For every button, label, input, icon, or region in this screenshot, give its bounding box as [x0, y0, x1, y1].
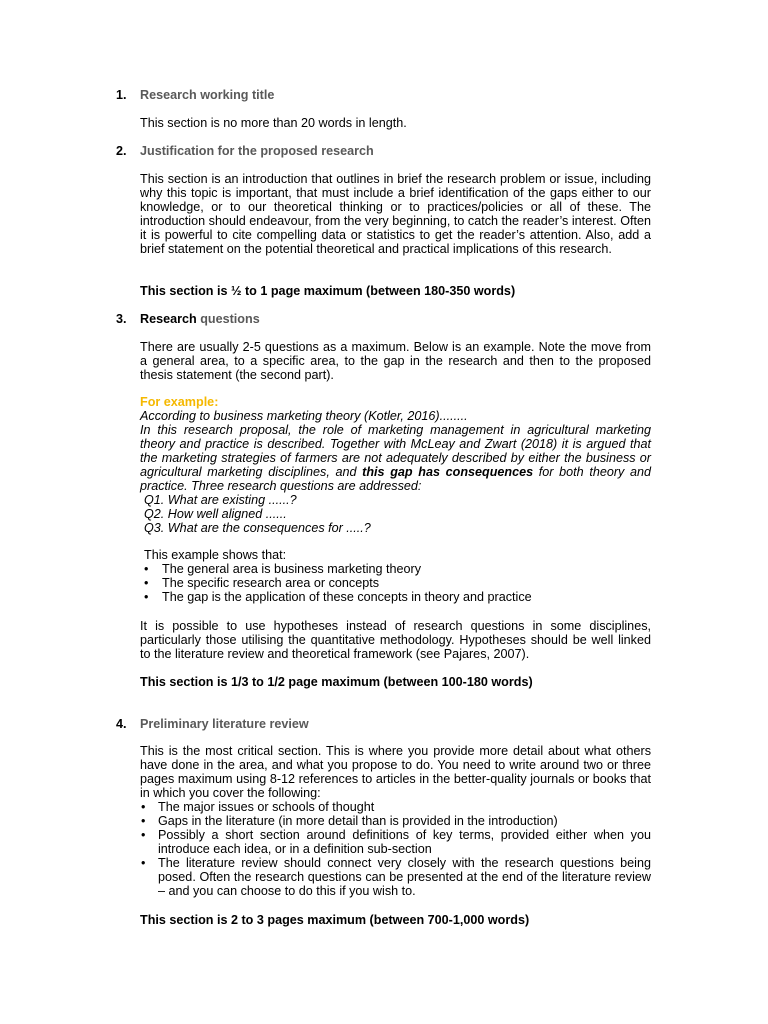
bullet-icon: •: [141, 814, 146, 828]
shows-intro: This example shows that:: [144, 548, 287, 562]
list-item-text: The specific research area or concepts: [162, 576, 379, 590]
section-4-heading: Preliminary literature review: [140, 717, 309, 731]
shows-list: [140, 562, 651, 604]
example-p-bold: this gap has consequences: [362, 465, 534, 479]
list-item-text: The gap is the application of these concepts in theory and practice: [162, 590, 532, 604]
bullet-icon: •: [141, 828, 146, 842]
section-2-heading: Justification for the proposed research: [140, 144, 374, 158]
section-2-number: 2.: [116, 144, 127, 158]
list-item-text: The major issues or schools of thought: [158, 800, 375, 814]
list-item: [140, 856, 651, 898]
hypotheses-paragraph: It is possible to use hypotheses instead of research questions in some disciplines, particularly those utilising the quantitative methodology. Hypotheses should be well linked to the literature review and theoretical framework (see Pajares, 2007).: [140, 619, 651, 661]
question-1: Q1. What are existing ......?: [144, 493, 297, 507]
section-4-content: [140, 744, 651, 898]
bullet-icon: •: [144, 576, 149, 590]
example-p-after: for both theory and practice. Three research questions are addressed:: [140, 465, 651, 493]
list-item-text: Possibly a short section around definitions of key terms, provided either when you introduce each idea, or in a definition sub-section: [158, 828, 651, 856]
example-p-before: In this research proposal, the role of marketing management in agricultural marketing theory and practice is described. Together with McLeay and Zwart (2018) it is argued that the marketing strategies of farmers are not adequately described by either the business or agricultural marketing disciplines, and: [140, 423, 651, 479]
section-4-list: [140, 800, 651, 898]
section-3-number: 3.: [116, 312, 127, 326]
example-block: [140, 395, 651, 535]
section-3-limit: This section is 1/3 to 1/2 page maximum (between 100-180 words): [140, 675, 533, 689]
section-3-heading: [140, 312, 260, 326]
bullet-icon: •: [144, 590, 149, 604]
section-3-heading-a: Research: [140, 312, 197, 326]
example-paragraph: [140, 423, 651, 493]
shows-block: [140, 548, 651, 604]
section-4-number: 4.: [116, 717, 127, 731]
section-2-body: This section is an introduction that outlines in brief the research problem or issue, including why this topic is important, that must include a brief identification of the gaps either to our knowledge, or to our theoretical thinking or to practices/policies or all of these. The introduction should endeavour, from the very beginning, to catch the reader’s interest. Often it is powerful to cite compelling data or statistics to get the reader’s attention. Also, add a brief statement on the potential theoretical and practical implications of this research.: [140, 172, 651, 256]
bullet-icon: •: [141, 856, 146, 870]
list-item-text: Gaps in the literature (in more detail than is provided in the introduction): [158, 814, 558, 828]
example-label: For example:: [140, 395, 219, 409]
list-item: [140, 590, 651, 604]
section-4-body: This is the most critical section. This is where you provide more detail about what others have done in the area, and what you propose to do. You need to write around two or three pages maximum using 8-12 references to articles in the better-quality journals or books that in which you cover the following:: [140, 744, 651, 800]
bullet-icon: •: [144, 562, 149, 576]
question-3: Q3. What are the consequences for .....?: [144, 521, 371, 535]
list-item-text: The literature review should connect very closely with the research questions being posed. Often the research questions can be presented at the end of the literature review – and you can choose to do this if you wish to.: [158, 856, 651, 898]
list-item: [140, 800, 651, 814]
section-3-heading-b: questions: [196, 312, 260, 326]
question-2: Q2. How well aligned ......: [144, 507, 287, 521]
list-item: [140, 562, 651, 576]
section-4-limit: This section is 2 to 3 pages maximum (between 700-1,000 words): [140, 913, 530, 927]
section-1-body: This section is no more than 20 words in length.: [140, 116, 407, 130]
section-3-body: There are usually 2-5 questions as a maximum. Below is an example. Note the move from a general area, to a specific area, to the gap in the research and then to the proposed thesis statement (the second part).: [140, 340, 651, 382]
section-1-number: 1.: [116, 88, 127, 102]
list-item: [140, 814, 651, 828]
list-item: [140, 828, 651, 856]
section-2-limit: This section is ½ to 1 page maximum (between 180-350 words): [140, 284, 516, 298]
example-line-1: According to business marketing theory (Kotler, 2016)........: [140, 409, 468, 423]
list-item: [140, 576, 651, 590]
bullet-icon: •: [141, 800, 146, 814]
section-1-heading: Research working title: [140, 88, 275, 102]
list-item-text: The general area is business marketing theory: [162, 562, 422, 576]
